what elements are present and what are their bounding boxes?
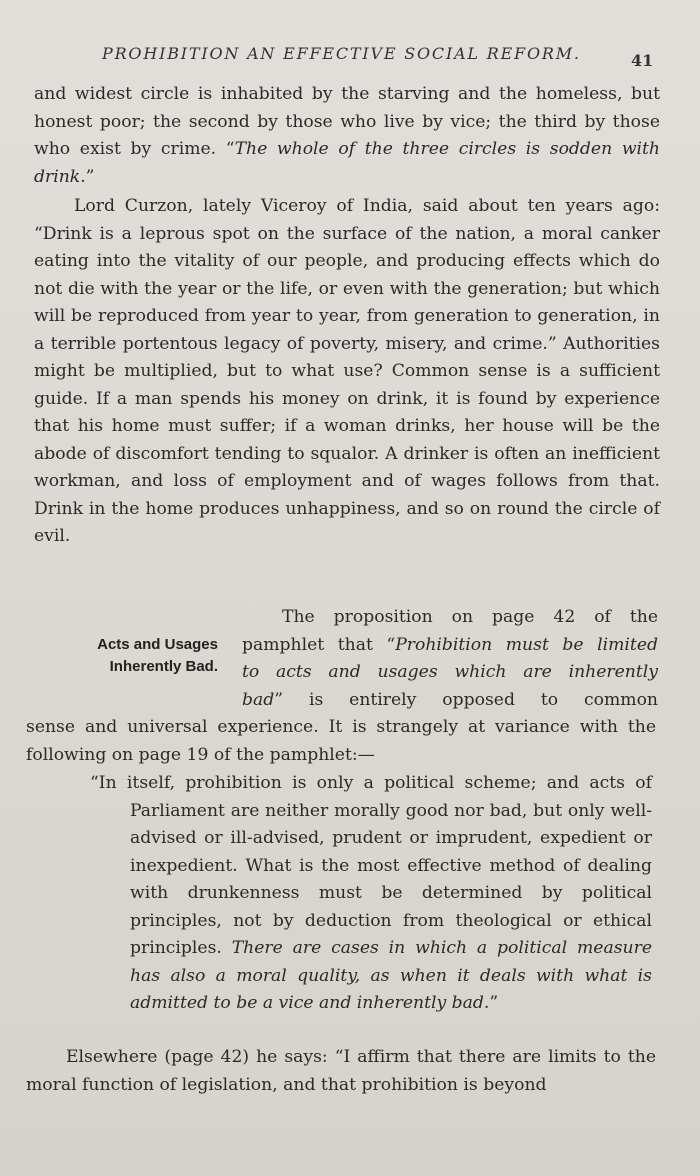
side-note xyxy=(58,634,218,678)
block-quote-text: “In itself, prohibition is only a political scheme; and acts of Parliament are neither morally good nor bad, but only well-advised or ill-advised, prudent or imprudent, expedient or inexpedient. What is the most effective method of dealing with drunkenness must be determined by political principles, not by deduction from theological or ethical principles. xyxy=(90,773,652,958)
section-line-3: to acts and usages which are inherently xyxy=(242,662,658,682)
paragraph-1-text: and widest circle is inhabited by the starving and the homeless, but honest poor; the second by those who live by vice; the third by those who exist by crime. “ xyxy=(34,84,660,159)
block-quote-close: ” xyxy=(489,993,499,1013)
section-line-4-italic: bad xyxy=(242,689,275,710)
section-line-2-italic: Prohibition must be limited xyxy=(395,634,658,655)
paragraph-1-italic: The whole of the three circles is sodden with drink. xyxy=(34,139,660,187)
paragraph-1-close-quote: ” xyxy=(85,166,95,187)
closing-paragraph-text: Elsewhere (page 42) he says: “I affirm that there are limits to the moral function of legislation, and that prohibition is beyond xyxy=(26,1047,656,1095)
block-quote-italic: There are cases in which a political measure has also a moral quality, as when it deals with what is admitted to be a vice and inherently bad. xyxy=(130,938,652,1013)
paragraph-2: Lord Curzon, lately Viceroy of India, said about ten years ago: “Drink is a leprous spot on the surface of the nation, a moral canker eating into the vitality of our people, and producing effects which do not die with the year or the life, or even with the generation; but which will be reproduced from year to year, from generation to generation, in a terrible portentous legacy of poverty, misery, and crime.” Authorities might be multiplied, but to what use? Common sense is a sufficient guide. If a man spends his money on drink, it is found by experience that his home must suffer; if a woman drinks, her house will be the abode of discomfort tending to squalor. A drinker is often an inefficient workman, and loss of employment and of wages follows from that. Drink in the home produces unhappiness, and so on round the circle of evil. xyxy=(34,196,660,546)
section-line-1: The proposition on page 42 of the xyxy=(282,607,658,627)
section-line-2 xyxy=(242,632,658,660)
section-line-2-text: pamphlet that “ xyxy=(242,634,396,655)
paragraph-1 xyxy=(34,81,660,191)
block-quote xyxy=(90,770,652,1018)
section-line-4 xyxy=(242,687,658,715)
side-note-line-1: Acts and Usages xyxy=(97,636,218,653)
page-number: 41 xyxy=(631,51,654,70)
closing-paragraph xyxy=(26,1044,656,1099)
section-line-4-text: ” is entirely opposed to common xyxy=(274,689,658,710)
running-head: PROHIBITION AN EFFECTIVE SOCIAL REFORM. xyxy=(102,44,581,63)
section-continuation: sense and universal experience. It is strangely at variance with the following on page 19 of the pamphlet:— xyxy=(26,717,656,765)
section-opening xyxy=(242,604,658,714)
side-note-line-2: Inherently Bad. xyxy=(109,658,218,675)
